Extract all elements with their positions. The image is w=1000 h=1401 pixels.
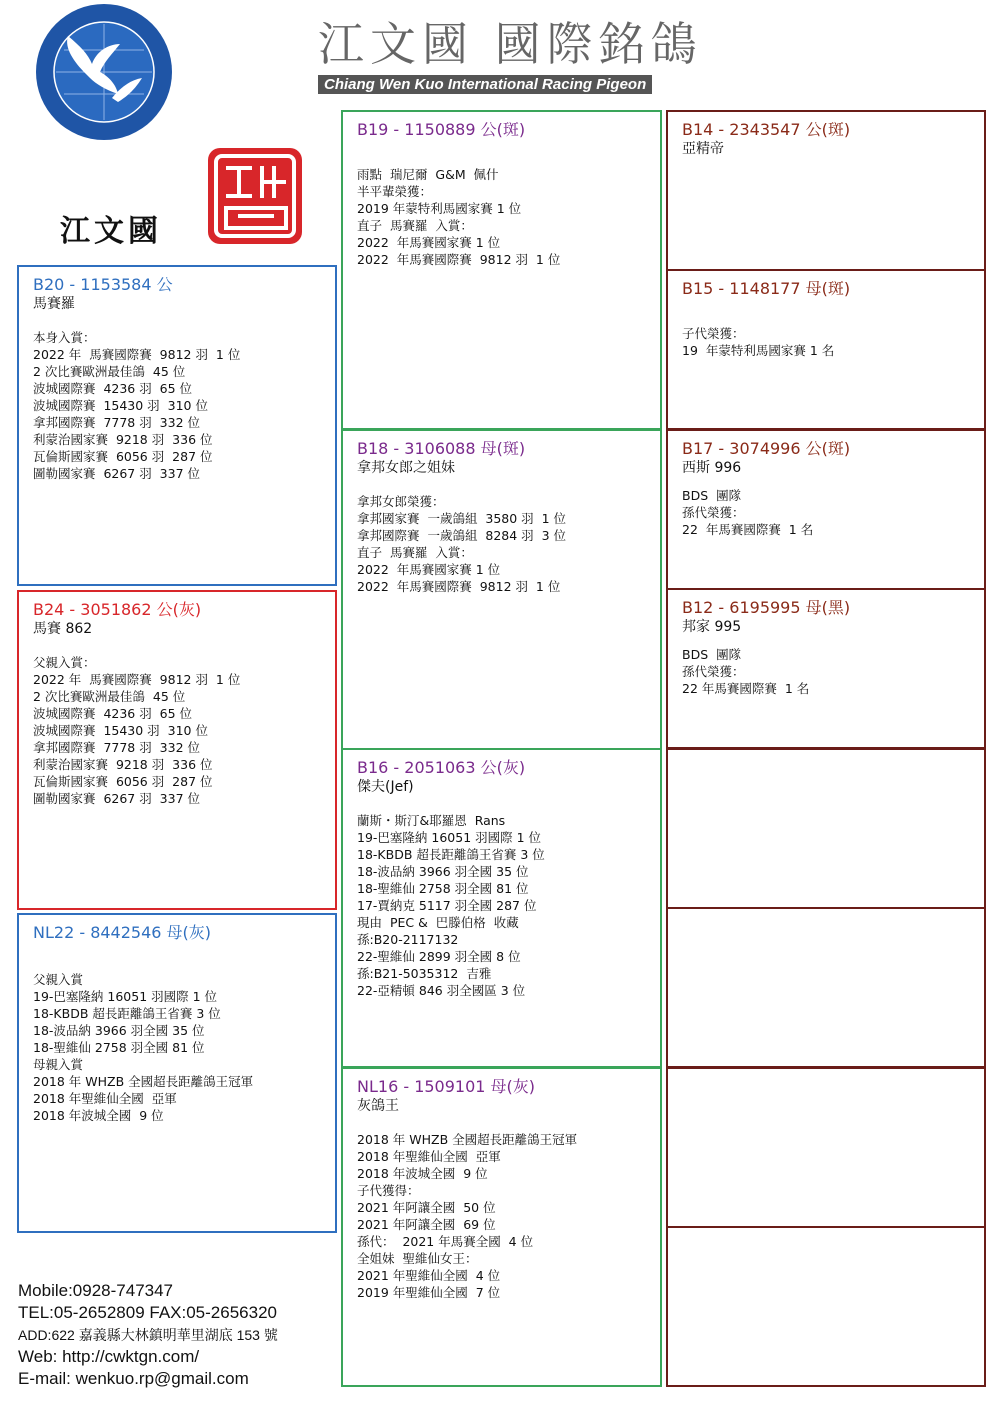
b20-name: 馬賽羅 [33,296,75,312]
b17-name: 西斯 996 [682,460,742,476]
pedigree-empty-1 [666,748,986,909]
nl16-achievements: 2018 年 WHZB 全國超長距離鴿王冠軍 2018 年聖維仙全國 亞軍 2018 年波城全國 9 位 子代獲得： 2021 年阿讓全國 50 位 2021 年阿讓全國 69 位 孫代： 2021 年馬賽全國 4 位 全姐妹 聖維仙女王： 2021 年聖維仙全國 4 位 2019 年聖維仙全國 7 位 [357,1132,578,1300]
mobile-number: Mobile:0928-747347 [18,1281,174,1300]
pedigree-b17 [666,429,986,590]
b18-name: 拿邦女郎之姐妹 [357,460,455,476]
nl16-name: 灰鴿王 [357,1098,399,1114]
pedigree-nl16 [341,1067,662,1387]
contact-info [18,1280,278,1390]
b18-ring-number: B18 - 3106088 母(斑) [357,439,526,458]
b19-ring-number: B19 - 1150889 公(斑) [357,120,526,139]
pedigree-b20 [17,265,337,586]
nl22-achievements: 父親入賞 19-巴塞隆納 16051 羽國際 1 位 18-KBDB 超長距離鴿王省賽 3 位 18-波品納 3966 羽全國 35 位 18-聖維仙 2758 羽全國 81 位 母親入賞 2018 年 WHZB 全國超長距離鴿王冠軍 2018 年聖維仙全國 亞軍 2018 年波城全國 9 位 [33,972,254,1123]
pedigree-b24 [17,590,337,910]
pedigree-b16 [341,748,662,1068]
b17-achievements: BDS 團隊 孫代榮獲： 22 年馬賽國際賽 1 名 [682,488,814,537]
b15-achievements: 子代榮獲： 19 年蒙特利馬國家賽 1 名 [682,326,835,358]
b16-name: 傑夫(Jef) [357,779,414,795]
nl22-ring-number: NL22 - 8442546 母(灰) [33,923,212,942]
b14-name: 亞精帝 [682,141,724,157]
b17-ring-number: B17 - 3074996 公(斑) [682,439,851,458]
company-title-english: Chiang Wen Kuo International Racing Pigeon [318,75,652,94]
address: ADD:622 嘉義縣大林鎮明華里湖底 153 號 [18,1327,278,1343]
pedigree-b14 [666,110,986,271]
pedigree-b12 [666,588,986,749]
b19-achievements: 雨點 瑞尼爾 G&M 佩什 半平輩榮獲： 2019 年蒙特利馬國家賽 1 位 直子 馬賽羅 入賞： 2022 年馬賽國家賽 1 位 2022 年馬賽國際賽 9812 羽 1 位 [357,167,561,267]
club-logo [34,2,174,142]
tel-fax: TEL:05-2652809 FAX:05-2656320 [18,1303,277,1322]
b12-ring-number: B12 - 6195995 母(黑) [682,598,851,617]
website-link[interactable]: Web: http://cwktgn.com/ [18,1347,200,1366]
b16-ring-number: B16 - 2051063 公(灰) [357,758,526,777]
pedigree-empty-2 [666,907,986,1068]
pedigree-b19 [341,110,662,430]
b20-ring-number: B20 - 1153584 公 [33,275,173,294]
company-title-chinese: 江文國 國際銘鴿 [318,17,703,71]
b24-ring-number: B24 - 3051862 公(灰) [33,600,202,619]
b18-achievements: 拿邦女郎榮獲： 拿邦國家賽 一歲鴿組 3580 羽 1 位 拿邦國際賽 一歲鴿組 8284 羽 3 位 直子 馬賽羅 入賞： 2022 年馬賽國家賽 1 位 2022 年馬賽國際賽 9812 羽 1 位 [357,494,567,594]
pedigree-nl22 [17,913,337,1233]
b24-name: 馬賽 862 [33,621,93,637]
nl16-ring-number: NL16 - 1509101 母(灰) [357,1077,536,1096]
email-link[interactable]: E-mail: wenkuo.rp@gmail.com [18,1369,249,1388]
red-seal-stamp [206,146,304,246]
owner-name: 江文國 [60,214,162,249]
pedigree-empty-4 [666,1226,986,1387]
b20-achievements: 本身入賞： 2022 年 馬賽國際賽 9812 羽 1 位 2 次比賽歐洲最佳鴿 45 位 波城國際賽 4236 羽 65 位 波城國際賽 15430 羽 310 位 拿邦國際賽 7778 羽 332 位 利蒙治國家賽 9218 羽 336 位 瓦倫斯國家賽 6056 羽 287 位 圖勒國家賽 6267 羽 337 位 [33,330,241,481]
b15-ring-number: B15 - 1148177 母(斑) [682,279,851,298]
pedigree-b15 [666,269,986,430]
pedigree-b18 [341,429,662,750]
b14-ring-number: B14 - 2343547 公(斑) [682,120,851,139]
b12-name: 邦家 995 [682,619,742,635]
pedigree-empty-3 [666,1067,986,1228]
b12-achievements: BDS 團隊 孫代榮獲： 22 年馬賽國際賽 1 名 [682,647,810,696]
b24-achievements: 父親入賞： 2022 年 馬賽國際賽 9812 羽 1 位 2 次比賽歐洲最佳鴿 45 位 波城國際賽 4236 羽 65 位 波城國際賽 15430 羽 310 位 拿邦國際賽 7778 羽 332 位 利蒙治國家賽 9218 羽 336 位 瓦倫斯國家賽 6056 羽 287 位 圖勒國家賽 6267 羽 337 位 [33,655,241,806]
b16-achievements: 蘭斯・斯汀&耶羅恩 Rans 19-巴塞隆納 16051 羽國際 1 位 18-KBDB 超長距離鴿王省賽 3 位 18-波品納 3966 羽全國 35 位 18-聖維仙 2758 羽全國 81 位 17-賈納克 5117 羽全國 287 位 現由 PEC & 巴滕伯格 收藏 孫:B20-2117132 22-聖維仙 2899 羽全國 8 位 孫:B21-5035312 吉雅 22-亞精頓 846 羽全國區 3 位 [357,813,545,998]
